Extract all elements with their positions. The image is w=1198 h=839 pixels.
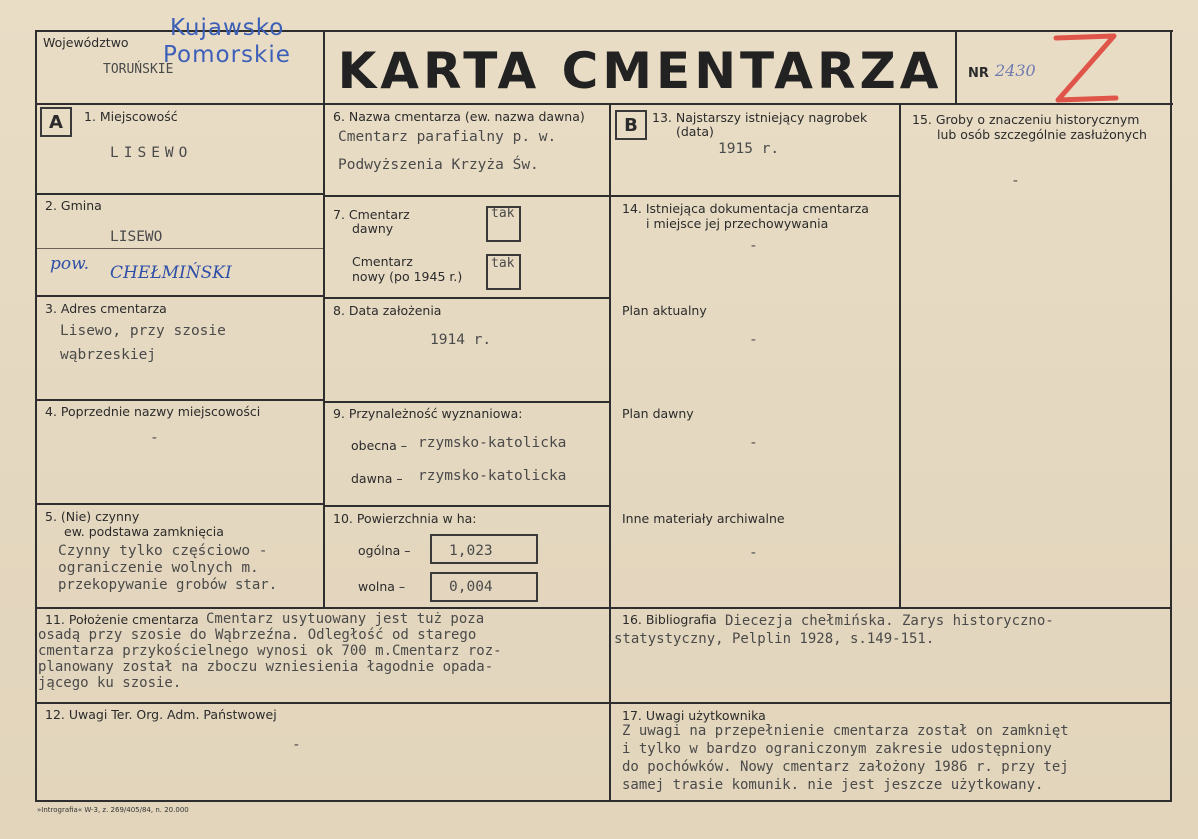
- f14-label1: 14. Istniejąca dokumentacja cmentarza: [622, 201, 869, 216]
- f6-line2: Podwyższenia Krzyża Św.: [338, 157, 539, 173]
- f2-pow-value: CHEŁMIŃSKI: [110, 263, 232, 283]
- col-divider-2: [609, 103, 611, 800]
- f3-line1: Lisewo, przy szosie: [60, 323, 226, 339]
- f17-line2: i tylko w bardzo ograniczonym zakresie udostępniony: [622, 741, 1052, 757]
- row-b-1: [609, 195, 901, 197]
- f5-label1: 5. (Nie) czynny: [45, 509, 140, 524]
- row-m-1: [323, 195, 611, 197]
- f7-new-label1: Cmentarz: [352, 254, 413, 269]
- f11-line1: Cmentarz usytuowany jest tuż poza: [206, 611, 485, 627]
- row-a-gmina-underline: [37, 248, 323, 249]
- page-title: KARTA CMENTARZA: [337, 42, 943, 100]
- frame-bottom: [35, 800, 1170, 802]
- f9-dawna-value: rzymsko-katolicka: [418, 468, 567, 484]
- f13-label1: 13. Najstarszy istniejący nagrobek: [652, 110, 868, 125]
- f2-pow-label: pow.: [50, 254, 90, 274]
- big-z-mark: [1050, 30, 1120, 108]
- header-divider: [35, 103, 1173, 105]
- f16-label: 16. Bibliografia: [622, 612, 717, 627]
- f17-label: 17. Uwagi użytkownika: [622, 708, 766, 723]
- f9-obecna-value: rzymsko-katolicka: [418, 435, 567, 451]
- stamp-line1: Kujawsko: [170, 15, 285, 41]
- row-m-3: [323, 401, 611, 403]
- row-a-3: [35, 399, 325, 401]
- f16-line1: Diecezja chełmińska. Zarys historyczno-: [725, 613, 1054, 629]
- f11-line2: osadą przy szosie do Wąbrzeźna. Odległość od starego: [38, 627, 477, 643]
- f4-value: -: [150, 430, 159, 446]
- stamp-line2: Pomorskie: [163, 42, 291, 68]
- plan-aktualny-value: -: [749, 332, 758, 348]
- f5-line3: przekopywanie grobów star.: [58, 577, 278, 593]
- inne-materialy-value: -: [749, 545, 758, 561]
- frame-left: [35, 30, 37, 802]
- f11-label: 11. Położenie cmentarza: [45, 612, 199, 627]
- row-m-2: [323, 297, 611, 299]
- f3-label: 3. Adres cmentarza: [45, 301, 167, 316]
- f11-line5: jącego ku szosie.: [38, 675, 182, 691]
- f6-line1: Cmentarz parafialny p. w.: [338, 129, 557, 145]
- f12-value: -: [292, 737, 301, 753]
- f17-line1: Z uwagi na przepełnienie cmentarza został on zamknięt: [622, 723, 1069, 739]
- f15-value: -: [1011, 173, 1020, 189]
- header-divider-1: [323, 30, 325, 105]
- col-divider-1: [323, 103, 325, 609]
- col-divider-3: [899, 103, 901, 609]
- f8-value: 1914 r.: [430, 332, 492, 348]
- f17-line4: samej trasie komunik. nie jest jeszcze użytkowany.: [622, 777, 1044, 793]
- f6-label: 6. Nazwa cmentarza (ew. nazwa dawna): [333, 109, 585, 124]
- f11-line3: cmentarza przykościelnego wynosi ok 700 m.Cmentarz roz-: [38, 643, 502, 659]
- f7-dawny-value: tak: [491, 206, 515, 221]
- f15-label1: 15. Groby o znaczeniu historycznym: [912, 112, 1140, 127]
- f1-label: 1. Miejscowość: [84, 109, 178, 124]
- f9-label: 9. Przynależność wyznaniowa:: [333, 406, 523, 421]
- f8-label: 8. Data założenia: [333, 303, 442, 318]
- f7-label1: 7. Cmentarz: [333, 207, 410, 222]
- section-b-letter: B: [615, 110, 647, 140]
- plan-aktualny-label: Plan aktualny: [622, 303, 707, 318]
- f1-value: LISEWO: [110, 145, 193, 161]
- f9-obecna-label: obecna –: [351, 438, 407, 453]
- inne-materialy-label: Inne materiały archiwalne: [622, 511, 785, 526]
- header-divider-2: [955, 30, 957, 105]
- row-a-4: [35, 503, 325, 505]
- f4-label: 4. Poprzednie nazwy miejscowości: [45, 404, 261, 419]
- wojewodztwo-value: TORUŃSKIE: [103, 62, 174, 77]
- section-a-letter: A: [40, 107, 72, 137]
- f10-wolna-label: wolna –: [358, 579, 406, 594]
- f14-label2: i miejsce jej przechowywania: [646, 216, 829, 231]
- f2-value: LISEWO: [110, 229, 163, 245]
- f9-dawna-label: dawna –: [351, 471, 403, 486]
- plan-dawny-label: Plan dawny: [622, 406, 694, 421]
- f13-label2: (data): [676, 124, 714, 139]
- f7-new-label2: nowy (po 1945 r.): [352, 269, 463, 284]
- f10-wolna-value: 0,004: [449, 579, 493, 595]
- frame-right: [1170, 30, 1172, 802]
- f15-label2: lub osób szczególnie zasłużonych: [937, 127, 1147, 142]
- plan-dawny-value: -: [749, 435, 758, 451]
- bottom-row-divider: [35, 702, 1170, 704]
- row-m-4: [323, 505, 611, 507]
- f5-label2: ew. podstawa zamknięcia: [64, 524, 224, 539]
- nr-value: 2430: [995, 61, 1036, 80]
- f5-line1: Czynny tylko częściowo -: [58, 543, 268, 559]
- f16-line2: statystyczny, Pelplin 1928, s.149-151.: [614, 631, 935, 647]
- f3-line2: wąbrzeskiej: [60, 347, 157, 363]
- f17-line3: do pochówków. Nowy cmentarz założony 1986 r. przy tej: [622, 759, 1069, 775]
- nr-label: NR: [968, 66, 989, 81]
- bottom-block-divider: [35, 607, 1170, 609]
- f11-line4: planowany został na zboczu wzniesienia łagodnie opada-: [38, 659, 494, 675]
- f2-label: 2. Gmina: [45, 198, 102, 213]
- row-a-2: [35, 295, 325, 297]
- f14-value: -: [749, 238, 758, 254]
- f10-label: 10. Powierzchnia w ha:: [333, 511, 477, 526]
- f7-nowy-value: tak: [491, 256, 515, 271]
- f10-ogolna-label: ogólna –: [358, 543, 411, 558]
- print-footer: »Intrografia« W-3, z. 269/405/84, n. 20.000: [37, 806, 189, 814]
- wojewodztwo-label: Województwo: [43, 35, 129, 50]
- f13-value: 1915 r.: [718, 141, 780, 157]
- f5-line2: ograniczenie wolnych m.: [58, 560, 259, 576]
- f7-label2: dawny: [352, 221, 394, 236]
- f10-ogolna-value: 1,023: [449, 543, 493, 559]
- f12-label: 12. Uwagi Ter. Org. Adm. Państwowej: [45, 707, 277, 722]
- row-a-1: [35, 193, 325, 195]
